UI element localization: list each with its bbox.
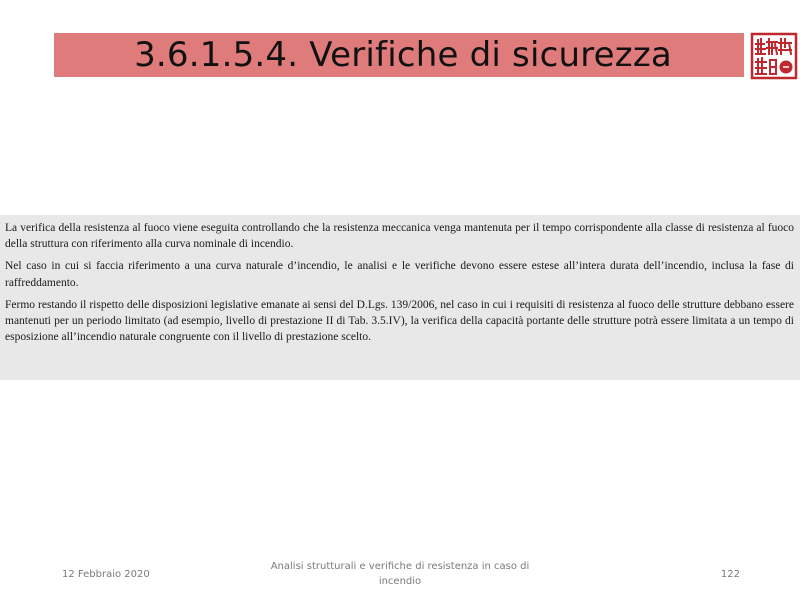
footer-title: Analisi strutturali e verifiche di resistenza in caso di incendio xyxy=(270,561,530,587)
text-block xyxy=(0,215,800,380)
paragraph-2: Nel caso in cui si faccia riferimento a una curva naturale d’incendio, le analisi e le verifiche devono essere estese all’intera durata dell’incendio, inclusa la fase di raffreddamento. xyxy=(5,260,794,289)
page-number: 122 xyxy=(720,569,740,580)
footer-date: 12 Febbraio 2020 xyxy=(62,569,150,580)
seal-stamp-icon xyxy=(750,32,798,80)
slide-title: 3.6.1.5.4. Verifiche di sicurezza xyxy=(134,35,672,75)
title-bar xyxy=(54,33,744,77)
paragraph-3: Fermo restando il rispetto delle disposizioni legislative emanate ai sensi del D.Lgs. 139/2006, nel caso in cui i requisiti di resistenza al fuoco delle strutture debbano essere mantenuti per un periodo limitato (ad esempio, livello di prestazione II di Tab. 3.5.IV), la verifica della capacità portante delle strutture potrà essere limitata a un tempo di esposizione all’incendio naturale congruente con il livello di prestazione scelto. xyxy=(5,298,794,344)
paragraph-1: La verifica della resistenza al fuoco viene eseguita controllando che la resistenza meccanica venga mantenuta per il tempo corrispondente alla classe di resistenza al fuoco della struttura con riferimento alla curva nominale di incendio. xyxy=(5,222,794,251)
